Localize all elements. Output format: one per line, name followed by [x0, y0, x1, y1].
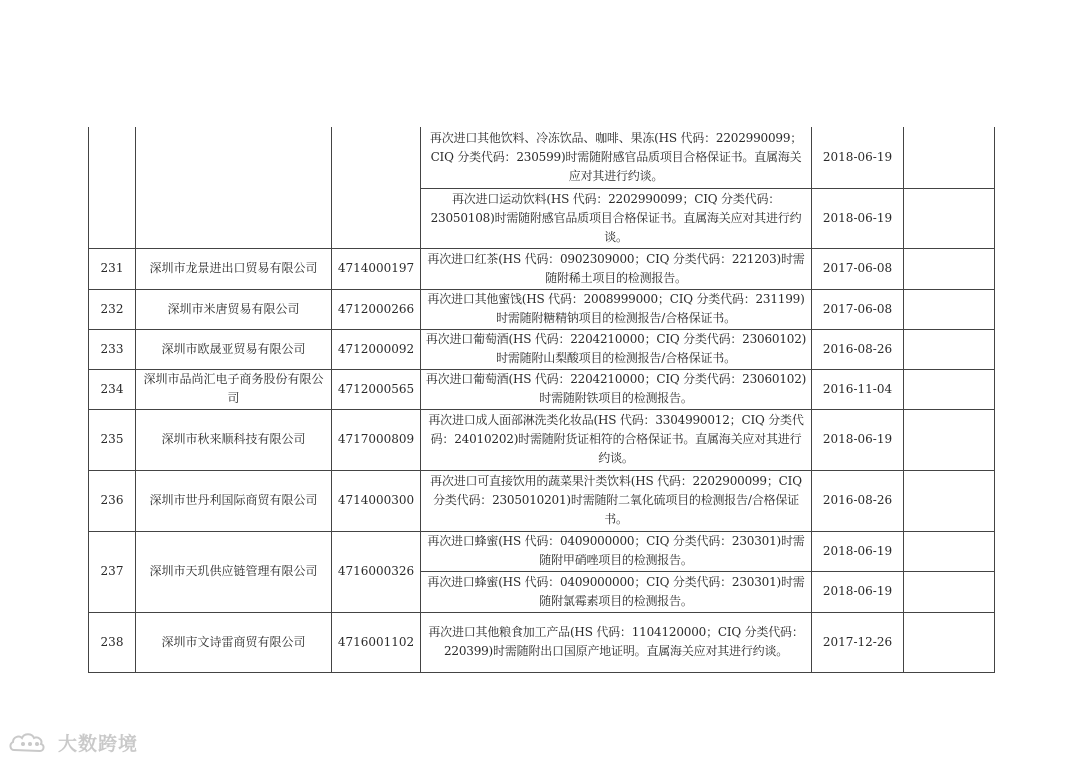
cell-date: 2018-06-19 [812, 188, 904, 248]
cell-remark [904, 248, 995, 289]
cell-no: 233 [89, 329, 136, 369]
cell-remark [904, 369, 995, 409]
cell-description: 再次进口葡萄酒(HS 代码：2204210000；CIQ 分类代码：23060102)时需随附山梨酸项目的检测报告/合格保证书。 [421, 329, 812, 369]
table-row [89, 289, 995, 329]
table-row [89, 612, 995, 672]
cell-no: 238 [89, 612, 136, 672]
cell-date: 2016-08-26 [812, 470, 904, 531]
table-row [89, 369, 995, 409]
cell-no: 235 [89, 409, 136, 470]
table-row [89, 470, 995, 531]
cell-code: 4712000266 [332, 289, 421, 329]
cell-description: 再次进口其他粮食加工产品(HS 代码：1104120000；CIQ 分类代码：220399)时需随附出口国原产地证明。直属海关应对其进行约谈。 [421, 612, 812, 672]
cell-company: 深圳市米唐贸易有限公司 [136, 289, 332, 329]
blacklist-table [88, 127, 995, 673]
cell-date: 2016-11-04 [812, 369, 904, 409]
cell-code: 4714000197 [332, 248, 421, 289]
cell-no: 231 [89, 248, 136, 289]
cell-description: 再次进口成人面部淋洗类化妆品(HS 代码：3304990012；CIQ 分类代码：24010202)时需随附货证相符的合格保证书。直属海关应对其进行约谈。 [421, 409, 812, 470]
cell-company: 深圳市秋来顺科技有限公司 [136, 409, 332, 470]
cell-code: 4716001102 [332, 612, 421, 672]
cell-description: 再次进口其他蜜饯(HS 代码：2008999000；CIQ 分类代码：231199)时需随附糖精钠项目的检测报告/合格保证书。 [421, 289, 812, 329]
cell-code: 4716000326 [332, 531, 421, 612]
cell-description: 再次进口运动饮料(HS 代码：2202990099；CIQ 分类代码：23050108)时需随附感官品质项目合格保证书。直属海关应对其进行约谈。 [421, 188, 812, 248]
cell-date: 2017-06-08 [812, 248, 904, 289]
cell-no: 232 [89, 289, 136, 329]
cell-remark [904, 188, 995, 248]
cell-company: 深圳市文诗雷商贸有限公司 [136, 612, 332, 672]
cell-remark [904, 612, 995, 672]
cell-code: 4712000092 [332, 329, 421, 369]
table-row [89, 248, 995, 289]
table-row [89, 127, 995, 188]
cell-company: 深圳市欧晟亚贸易有限公司 [136, 329, 332, 369]
cell-company: 深圳市天玑供应链管理有限公司 [136, 531, 332, 612]
cell-description: 再次进口葡萄酒(HS 代码：2204210000；CIQ 分类代码：23060102)时需随附铁项目的检测报告。 [421, 369, 812, 409]
cell-description: 再次进口蜂蜜(HS 代码：0409000000；CIQ 分类代码：230301)时需随附甲硝唑项目的检测报告。 [421, 531, 812, 571]
cell-company: 深圳市品尚汇电子商务股份有限公司 [136, 369, 332, 409]
watermark [8, 729, 138, 756]
cell-no: 236 [89, 470, 136, 531]
cell-date: 2018-06-19 [812, 571, 904, 612]
cell-company: 深圳市龙景进出口贸易有限公司 [136, 248, 332, 289]
cell-code [332, 127, 421, 248]
cell-date: 2017-12-26 [812, 612, 904, 672]
cell-company: 深圳市世丹利国际商贸有限公司 [136, 470, 332, 531]
cell-description: 再次进口红茶(HS 代码：0902309000；CIQ 分类代码：221203)时需随附稀土项目的检测报告。 [421, 248, 812, 289]
cell-remark [904, 289, 995, 329]
cell-no [89, 127, 136, 248]
cell-date: 2017-06-08 [812, 289, 904, 329]
cell-code: 4717000809 [332, 409, 421, 470]
cell-company [136, 127, 332, 248]
table-row [89, 409, 995, 470]
cell-remark [904, 470, 995, 531]
cell-remark [904, 531, 995, 571]
cell-no: 234 [89, 369, 136, 409]
cell-date: 2018-06-19 [812, 409, 904, 470]
cell-description: 再次进口蜂蜜(HS 代码：0409000000；CIQ 分类代码：230301)时需随附氯霉素项目的检测报告。 [421, 571, 812, 612]
watermark-text: 大数跨境 [58, 733, 139, 755]
table-row [89, 531, 995, 571]
cell-date: 2018-06-19 [812, 531, 904, 571]
cell-date: 2016-08-26 [812, 329, 904, 369]
cell-date: 2018-06-19 [812, 127, 904, 188]
table-row [89, 329, 995, 369]
cell-description: 再次进口可直接饮用的蔬菜果汁类饮料(HS 代码：2202900099；CIQ 分类代码：2305010201)时需随附二氧化硫项目的检测报告/合格保证书。 [421, 470, 812, 531]
cell-remark [904, 329, 995, 369]
cell-remark [904, 571, 995, 612]
cell-remark [904, 409, 995, 470]
cloud-logo-icon [8, 730, 54, 756]
cell-remark [904, 127, 995, 188]
cell-description: 再次进口其他饮料、冷冻饮品、咖啡、果冻(HS 代码：2202990099；CIQ 分类代码：230599)时需随附感官品质项目合格保证书。直属海关应对其进行约谈。 [421, 127, 812, 188]
cell-code: 4714000300 [332, 470, 421, 531]
cell-no: 237 [89, 531, 136, 612]
cell-code: 4712000565 [332, 369, 421, 409]
